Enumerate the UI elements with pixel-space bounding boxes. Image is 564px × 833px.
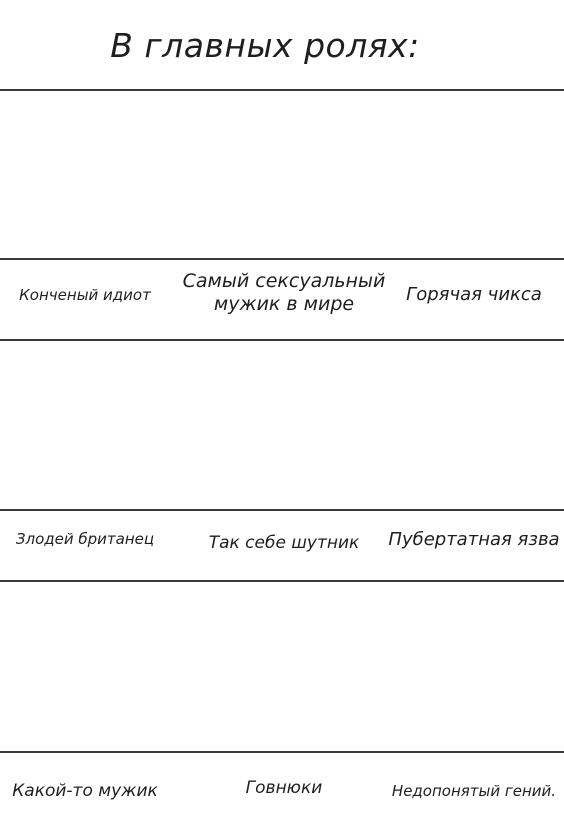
divider-5 [0,580,564,582]
divider-3 [0,339,564,341]
role-label-row2-right: Пубертатная язва [388,529,560,550]
divider-4 [0,509,564,511]
role-label-row1-mid-line1: Самый сексуальный [182,270,386,292]
role-label-row1-right: Горячая чикса [406,284,542,305]
role-label-row1-left: Конченый идиот [19,286,151,304]
role-label-row3-mid: Говнюки [245,778,323,798]
divider-2 [0,258,564,260]
role-label-row3-left: Какой-то мужик [12,781,158,801]
divider-1 [0,89,564,91]
role-label-row2-mid: Так себе шутник [208,533,360,553]
divider-6 [0,751,564,753]
role-label-row1-mid [170,270,398,316]
role-label-row3-right: Недопонятый гений. [391,782,557,800]
poster-title: В главных ролях: [110,26,420,65]
role-label-row2-left: Злодей британец [15,530,155,548]
role-label-row1-mid-line2: мужик в мире [213,292,355,315]
